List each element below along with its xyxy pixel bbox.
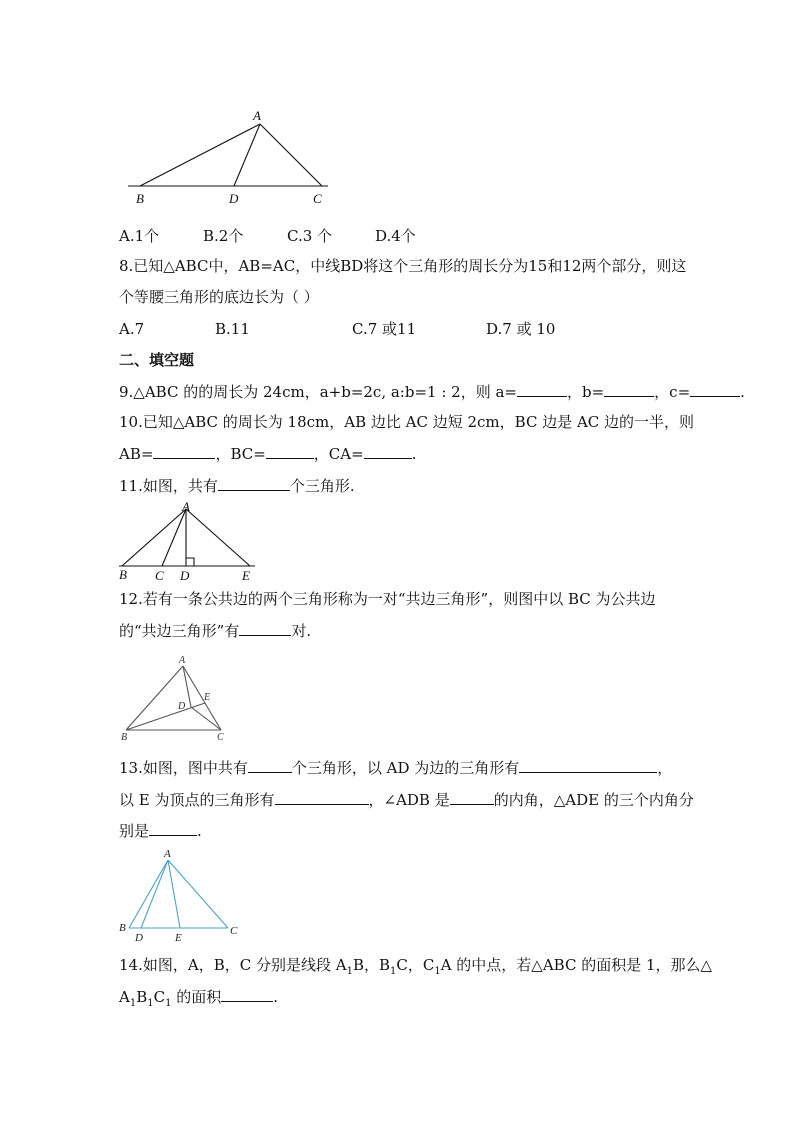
label-d: D <box>178 701 186 712</box>
line-ab <box>122 509 186 566</box>
q7-option-b: B.2个 <box>203 227 244 245</box>
q8-option-a: A.7 <box>119 320 145 338</box>
label-a: A <box>182 499 190 514</box>
q14-line2 <box>119 986 278 1014</box>
q10-text-1: AB= <box>119 445 154 463</box>
q10-line2 <box>119 443 416 464</box>
q10-text-4: . <box>411 445 417 463</box>
line-dc <box>191 707 221 730</box>
q13-line3 <box>119 820 202 841</box>
label-d: D <box>135 932 143 944</box>
q10-blank-bc[interactable] <box>266 443 314 459</box>
q8-option-d: D.7 或 10 <box>486 320 556 338</box>
q13-text-8: . <box>197 822 202 840</box>
q14-sub-4: 1 <box>129 998 137 1009</box>
q11-blank[interactable] <box>218 475 290 491</box>
q14-text-4: A 的中点，若△ABC 的面积是 1，那么△ <box>440 956 713 974</box>
label-b: B <box>121 732 128 743</box>
q8-option-c: C.7 或11 <box>352 320 417 338</box>
label-d: D <box>180 568 190 583</box>
q13-text-3: ， <box>657 759 673 777</box>
line-ad <box>234 124 260 186</box>
label-b: B <box>119 567 127 582</box>
q14-text-5: A <box>119 988 130 1006</box>
q9-text-4: . <box>740 383 745 401</box>
q7-option-a: A.1个 <box>119 227 160 245</box>
q10-blank-ca[interactable] <box>364 443 412 459</box>
q14-text-7: C <box>153 988 166 1006</box>
q13-blank-e-vertex[interactable] <box>275 789 369 805</box>
line-ac <box>162 509 186 566</box>
label-c: C <box>230 925 238 937</box>
q13-text-2: 个三角形，以 AD 为边的三角形有 <box>291 759 520 777</box>
q14-text-1: 14.如图，A，B，C 分别是线段 A <box>119 956 347 974</box>
q13-blank-ad-triangles[interactable] <box>519 757 657 773</box>
label-e: E <box>242 568 250 583</box>
q14-text-3: C，C <box>396 956 435 974</box>
q13-text-5: ，∠ADB 是 <box>368 791 450 809</box>
label-b: B <box>119 922 126 934</box>
line-ab <box>129 860 168 928</box>
q14-text-2: B，B <box>352 956 390 974</box>
q13-text-4: 以 E 为顶点的三角形有 <box>119 791 275 809</box>
q14-text-6: B <box>136 988 148 1006</box>
q14-line1 <box>119 955 712 982</box>
q13-text-1: 13.如图，图中共有 <box>119 759 248 777</box>
line-ac <box>168 860 228 928</box>
figure-triangle-bd-ce <box>0 650 794 745</box>
q8-line1: 8.已知△ABC中，AB=AC，中线BD将这个三角形的周长分为15和12两个部分，则这 <box>119 257 687 275</box>
q10-text-3: ，CA= <box>313 445 364 463</box>
label-e: E <box>204 692 211 703</box>
label-a: A <box>164 848 171 860</box>
q13-blank-angles[interactable] <box>149 820 197 836</box>
q13-blank-count[interactable] <box>248 757 292 773</box>
label-c: C <box>155 568 164 583</box>
figure-triangle-bce <box>0 500 794 585</box>
q10-line1: 10.已知△ABC 的周长为 18cm，AB 边比 AC 边短 2cm，BC 边是 AC 边的一半，则 <box>119 413 695 431</box>
q9-text-3: ，c= <box>654 383 691 401</box>
q12-line2 <box>119 620 311 641</box>
q10-blank-ab[interactable] <box>153 443 215 459</box>
q7-option-d: D.4个 <box>375 227 416 245</box>
q11-text-2: 个三角形. <box>289 477 355 495</box>
q9-blank-a[interactable] <box>517 381 567 397</box>
q14-sub-5: 1 <box>147 998 154 1009</box>
label-c: C <box>313 191 322 206</box>
q14-text-9: . <box>273 988 279 1006</box>
figure-triangle-abc-median <box>0 0 794 220</box>
line-ae <box>186 509 250 566</box>
q9-blank-c[interactable] <box>690 381 740 397</box>
q14-sub-6: 1 <box>165 998 172 1009</box>
q14-sub-1: 1 <box>346 966 353 977</box>
q8-option-b: B.11 <box>215 320 250 338</box>
q8-line2: 个等腰三角形的底边长为（ ） <box>119 288 319 306</box>
q9 <box>119 381 745 402</box>
q13-text-7: 别是 <box>119 822 150 840</box>
label-d: D <box>229 191 239 206</box>
q13-line2 <box>119 789 694 810</box>
q14-sub-3: 1 <box>434 966 441 977</box>
q9-text-1: 9.△ABC 的的周长为 24cm，a+b=2c, a:b=1 : 2，则 a= <box>119 383 517 401</box>
label-a: A <box>179 655 186 666</box>
line-ac <box>260 124 322 186</box>
label-c: C <box>217 732 224 743</box>
figure-triangle-blue <box>0 845 794 945</box>
q12-line1: 12.若有一条公共边的两个三角形称为一对“共边三角形”，则图中以 BC 为公共边 <box>119 590 656 608</box>
q11-text-1: 11.如图，共有 <box>119 477 218 495</box>
q14-text-8: 的面积 <box>171 988 222 1006</box>
q9-text-2: ，b= <box>567 383 605 401</box>
q14-blank[interactable] <box>221 986 273 1002</box>
q13-text-6: 的内角，△ADE 的三个内角分 <box>493 791 694 809</box>
label-a: A <box>253 108 261 123</box>
q11 <box>119 475 355 496</box>
label-b: B <box>136 191 144 206</box>
line-ab <box>140 124 260 186</box>
q12-text-1: 的“共边三角形”有 <box>119 622 240 640</box>
line-ad <box>141 860 168 928</box>
q7-option-c: C.3 个 <box>287 227 333 245</box>
q14-sub-2: 1 <box>389 966 397 977</box>
section-fill-blank-title: 二、填空题 <box>119 351 195 369</box>
line-ae <box>168 860 180 928</box>
q13-line1 <box>119 757 672 778</box>
q9-blank-b[interactable] <box>604 381 654 397</box>
q10-text-2: ，BC= <box>215 445 266 463</box>
q12-blank[interactable] <box>239 620 291 636</box>
q12-text-2: 对. <box>291 622 312 640</box>
label-e: E <box>175 932 182 944</box>
q13-blank-adb[interactable] <box>450 789 494 805</box>
right-angle-mark <box>186 558 194 566</box>
